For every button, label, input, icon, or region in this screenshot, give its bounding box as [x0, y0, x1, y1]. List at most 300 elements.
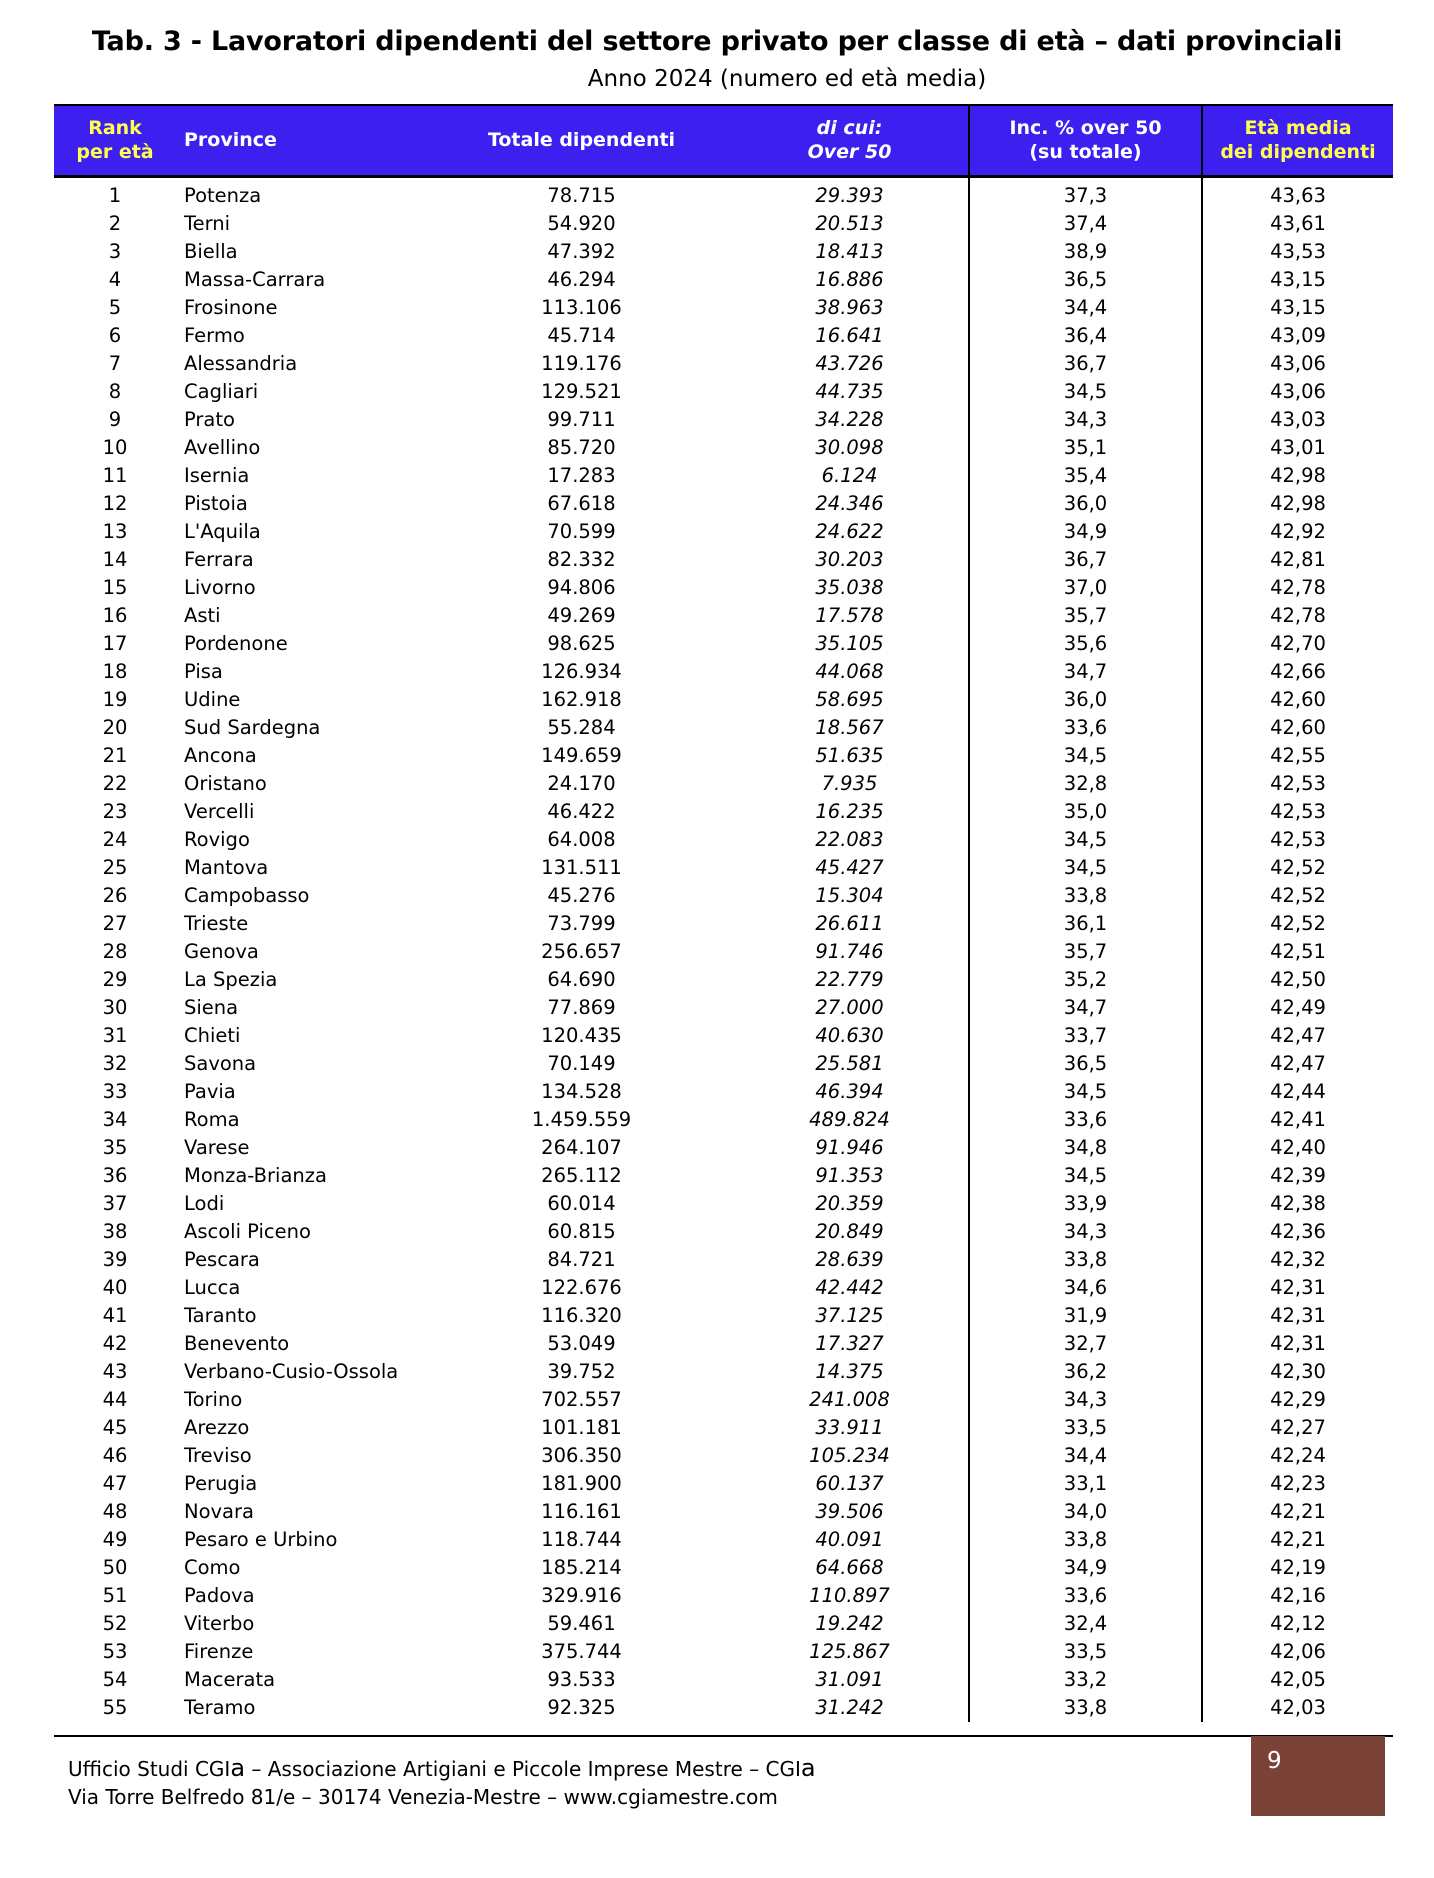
- footer-line-1: [68, 1754, 816, 1783]
- cell-inc-pct: 34,0: [969, 1498, 1202, 1526]
- cell-inc-pct: 34,5: [969, 1162, 1202, 1190]
- cell-eta-media: 42,21: [1202, 1526, 1393, 1554]
- cell-inc-pct: 33,6: [969, 1582, 1202, 1610]
- cell-rank: 3: [108, 239, 122, 263]
- cell-over50: 105.234: [809, 1443, 890, 1467]
- table-row: [54, 630, 1393, 658]
- table-row: [54, 518, 1393, 546]
- cell-totale: 24.170: [547, 771, 616, 795]
- table-row: [54, 1134, 1393, 1162]
- cell-inc-pct: 35,4: [969, 462, 1202, 490]
- cell-inc-pct: 33,8: [969, 882, 1202, 910]
- cell-totale: 149.659: [541, 743, 622, 767]
- cell-over50: 35.038: [815, 575, 884, 599]
- cell-totale: 77.869: [547, 995, 616, 1019]
- cell-rank: 21: [102, 743, 128, 767]
- table-row: [54, 546, 1393, 574]
- table-row: [54, 686, 1393, 714]
- col-header-inc-line2: (su totale): [1029, 141, 1142, 164]
- cell-totale: 94.806: [547, 575, 616, 599]
- table-row: [54, 266, 1393, 294]
- cell-inc-pct: 33,1: [969, 1470, 1202, 1498]
- cell-inc-pct: 34,5: [969, 742, 1202, 770]
- cell-rank: 17: [102, 631, 128, 655]
- cell-eta-media: 42,51: [1202, 938, 1393, 966]
- cell-over50: 91.746: [815, 939, 884, 963]
- cell-rank: 9: [108, 407, 122, 431]
- cell-totale: 70.599: [547, 519, 616, 543]
- cell-rank: 43: [102, 1359, 128, 1383]
- provinces-table: [54, 104, 1393, 1722]
- cell-inc-pct: 35,0: [969, 798, 1202, 826]
- table-row: [54, 826, 1393, 854]
- cell-over50: 58.695: [815, 687, 884, 711]
- cell-totale: 85.720: [547, 435, 616, 459]
- cell-rank: 27: [102, 911, 128, 935]
- cell-over50: 45.427: [815, 855, 884, 879]
- cell-rank: 38: [102, 1219, 128, 1243]
- cell-over50: 64.668: [815, 1555, 884, 1579]
- table-row: [54, 406, 1393, 434]
- cell-inc-pct: 33,8: [969, 1526, 1202, 1554]
- table-row: [54, 1386, 1393, 1414]
- cell-rank: 47: [102, 1471, 128, 1495]
- cell-over50: 42.442: [815, 1275, 884, 1299]
- cell-rank: 39: [102, 1247, 128, 1271]
- cell-rank: 12: [102, 491, 128, 515]
- cell-province: Perugia: [184, 1471, 258, 1495]
- cell-eta-media: 43,61: [1202, 210, 1393, 238]
- cell-province: Pistoia: [184, 491, 248, 515]
- table-row: [54, 1050, 1393, 1078]
- cell-over50: 7.935: [821, 771, 878, 795]
- cell-totale: 64.008: [547, 827, 616, 851]
- cell-totale: 84.721: [547, 1247, 616, 1271]
- cell-eta-media: 42,44: [1202, 1078, 1393, 1106]
- cell-inc-pct: 32,8: [969, 770, 1202, 798]
- cell-over50: 22.083: [815, 827, 884, 851]
- cell-province: Campobasso: [184, 883, 310, 907]
- cell-inc-pct: 34,9: [969, 1554, 1202, 1582]
- cell-totale: 131.511: [541, 855, 622, 879]
- cell-eta-media: 43,06: [1202, 350, 1393, 378]
- cell-inc-pct: 37,4: [969, 210, 1202, 238]
- cell-eta-media: 43,63: [1202, 176, 1393, 210]
- cell-totale: 59.461: [547, 1611, 616, 1635]
- cell-rank: 25: [102, 855, 128, 879]
- cell-province: Cagliari: [184, 379, 259, 403]
- cell-totale: 122.676: [541, 1275, 622, 1299]
- col-header-eta-line1: Età media: [1244, 117, 1352, 140]
- cell-province: L'Aquila: [184, 519, 261, 543]
- cell-eta-media: 42,41: [1202, 1106, 1393, 1134]
- cell-province: Macerata: [184, 1667, 276, 1691]
- cell-rank: 23: [102, 799, 128, 823]
- cell-eta-media: 42,53: [1202, 798, 1393, 826]
- cell-totale: 116.320: [541, 1303, 622, 1327]
- cell-eta-media: 42,38: [1202, 1190, 1393, 1218]
- cell-province: Livorno: [184, 575, 256, 599]
- cell-totale: 116.161: [541, 1499, 622, 1523]
- cell-province: Roma: [184, 1107, 240, 1131]
- cell-rank: 11: [102, 463, 128, 487]
- footer-logo-glyph-2: a: [800, 1754, 816, 1782]
- cell-province: Arezzo: [184, 1415, 250, 1439]
- table-row: [54, 854, 1393, 882]
- cell-rank: 46: [102, 1443, 128, 1467]
- cell-totale: 39.752: [547, 1359, 616, 1383]
- cell-inc-pct: 32,7: [969, 1330, 1202, 1358]
- cell-totale: 101.181: [541, 1415, 622, 1439]
- table-row: [54, 378, 1393, 406]
- cell-over50: 40.630: [815, 1023, 884, 1047]
- cell-over50: 17.578: [815, 603, 884, 627]
- cell-rank: 31: [102, 1023, 128, 1047]
- cell-inc-pct: 34,5: [969, 854, 1202, 882]
- cell-over50: 30.098: [815, 435, 884, 459]
- cell-eta-media: 42,03: [1202, 1694, 1393, 1722]
- table-row: [54, 1274, 1393, 1302]
- cell-totale: 67.618: [547, 491, 616, 515]
- cell-eta-media: 42,70: [1202, 630, 1393, 658]
- cell-province: Avellino: [184, 435, 261, 459]
- cell-eta-media: 42,66: [1202, 658, 1393, 686]
- table-row: [54, 462, 1393, 490]
- table-row: [54, 238, 1393, 266]
- cell-rank: 50: [102, 1555, 128, 1579]
- cell-totale: 46.294: [547, 267, 616, 291]
- cell-inc-pct: 37,3: [969, 176, 1202, 210]
- cell-rank: 1: [108, 183, 122, 207]
- page-number-box: [1251, 1736, 1385, 1816]
- cell-totale: 93.533: [547, 1667, 616, 1691]
- cell-rank: 6: [108, 323, 122, 347]
- table-row: [54, 294, 1393, 322]
- col-header-province: Province: [176, 105, 432, 176]
- table-row: [54, 1022, 1393, 1050]
- cell-eta-media: 42,52: [1202, 910, 1393, 938]
- cell-totale: 129.521: [541, 379, 622, 403]
- cell-over50: 33.911: [815, 1415, 884, 1439]
- cell-eta-media: 42,55: [1202, 742, 1393, 770]
- cell-rank: 22: [102, 771, 128, 795]
- cell-rank: 48: [102, 1499, 128, 1523]
- cell-over50: 34.228: [815, 407, 884, 431]
- cell-eta-media: 42,98: [1202, 490, 1393, 518]
- table-row: [54, 994, 1393, 1022]
- cell-rank: 14: [102, 547, 128, 571]
- cell-totale: 17.283: [547, 463, 616, 487]
- cell-rank: 53: [102, 1639, 128, 1663]
- cell-rank: 10: [102, 435, 128, 459]
- cell-province: Frosinone: [184, 295, 278, 319]
- cell-rank: 15: [102, 575, 128, 599]
- cell-totale: 78.715: [547, 183, 616, 207]
- cell-rank: 42: [102, 1331, 128, 1355]
- table-header-row: [54, 105, 1393, 176]
- cell-eta-media: 42,27: [1202, 1414, 1393, 1442]
- cell-totale: 329.916: [541, 1583, 622, 1607]
- cell-eta-media: 42,23: [1202, 1470, 1393, 1498]
- table-body: [54, 176, 1393, 1722]
- cell-inc-pct: 34,4: [969, 294, 1202, 322]
- cell-eta-media: 42,31: [1202, 1330, 1393, 1358]
- cell-totale: 264.107: [541, 1135, 622, 1159]
- cell-over50: 28.639: [815, 1247, 884, 1271]
- cell-eta-media: 42,52: [1202, 882, 1393, 910]
- cell-over50: 16.886: [815, 267, 884, 291]
- cell-over50: 14.375: [815, 1359, 884, 1383]
- cell-totale: 70.149: [547, 1051, 616, 1075]
- cell-inc-pct: 33,6: [969, 714, 1202, 742]
- cell-province: Massa-Carrara: [184, 267, 326, 291]
- cell-province: Ascoli Piceno: [184, 1219, 311, 1243]
- cell-province: Taranto: [184, 1303, 257, 1327]
- cell-totale: 375.744: [541, 1639, 622, 1663]
- cell-rank: 49: [102, 1527, 128, 1551]
- cell-inc-pct: 34,5: [969, 378, 1202, 406]
- cell-province: Udine: [184, 687, 241, 711]
- table-row: [54, 910, 1393, 938]
- cell-inc-pct: 36,0: [969, 490, 1202, 518]
- table-row: [54, 176, 1393, 210]
- cell-province: Alessandria: [184, 351, 298, 375]
- cell-inc-pct: 31,9: [969, 1302, 1202, 1330]
- cell-totale: 53.049: [547, 1331, 616, 1355]
- cell-eta-media: 42,31: [1202, 1302, 1393, 1330]
- cell-inc-pct: 36,4: [969, 322, 1202, 350]
- cell-totale: 60.014: [547, 1191, 616, 1215]
- cell-eta-media: 43,06: [1202, 378, 1393, 406]
- cell-province: Verbano-Cusio-Ossola: [184, 1359, 399, 1383]
- cell-over50: 110.897: [809, 1583, 890, 1607]
- cell-province: Isernia: [184, 463, 250, 487]
- cell-eta-media: 42,52: [1202, 854, 1393, 882]
- cell-inc-pct: 34,5: [969, 1078, 1202, 1106]
- footer-org-prefix: Ufficio Studi CGI: [68, 1757, 231, 1781]
- cell-over50: 16.235: [815, 799, 884, 823]
- cell-eta-media: 42,39: [1202, 1162, 1393, 1190]
- cell-inc-pct: 33,8: [969, 1694, 1202, 1722]
- cell-over50: 20.513: [815, 211, 884, 235]
- cell-rank: 44: [102, 1387, 128, 1411]
- cell-province: Monza-Brianza: [184, 1163, 327, 1187]
- cell-inc-pct: 35,1: [969, 434, 1202, 462]
- cell-eta-media: 42,47: [1202, 1050, 1393, 1078]
- footer-text: [68, 1754, 816, 1811]
- table-row: [54, 602, 1393, 630]
- cell-totale: 185.214: [541, 1555, 622, 1579]
- cell-totale: 47.392: [547, 239, 616, 263]
- cell-over50: 19.242: [815, 1611, 884, 1635]
- cell-rank: 5: [108, 295, 122, 319]
- cell-rank: 18: [102, 659, 128, 683]
- table-row: [54, 322, 1393, 350]
- cell-eta-media: 42,92: [1202, 518, 1393, 546]
- table-row: [54, 1638, 1393, 1666]
- cell-totale: 118.744: [541, 1527, 622, 1551]
- footer-logo-glyph-1: a: [230, 1754, 246, 1782]
- cell-over50: 15.304: [815, 883, 884, 907]
- table-row: [54, 1498, 1393, 1526]
- cell-over50: 20.849: [815, 1219, 884, 1243]
- cell-over50: 26.611: [815, 911, 884, 935]
- cell-eta-media: 42,81: [1202, 546, 1393, 574]
- cell-totale: 1.459.559: [531, 1107, 632, 1131]
- cell-province: Lucca: [184, 1275, 241, 1299]
- table-row: [54, 882, 1393, 910]
- table-row: [54, 1610, 1393, 1638]
- table-row: [54, 1666, 1393, 1694]
- cell-totale: 181.900: [541, 1471, 622, 1495]
- col-header-over50: [731, 105, 969, 176]
- cell-eta-media: 42,16: [1202, 1582, 1393, 1610]
- cell-inc-pct: 34,9: [969, 518, 1202, 546]
- cell-eta-media: 42,78: [1202, 574, 1393, 602]
- cell-rank: 55: [102, 1695, 128, 1719]
- footer-divider: [54, 1735, 1393, 1737]
- cell-over50: 40.091: [815, 1527, 884, 1551]
- cell-totale: 256.657: [541, 939, 622, 963]
- cell-over50: 22.779: [815, 967, 884, 991]
- cell-province: Pesaro e Urbino: [184, 1527, 338, 1551]
- cell-totale: 265.112: [541, 1163, 622, 1187]
- cell-rank: 19: [102, 687, 128, 711]
- table-row: [54, 1694, 1393, 1722]
- cell-rank: 36: [102, 1163, 128, 1187]
- table-row: [54, 1554, 1393, 1582]
- cell-totale: 98.625: [547, 631, 616, 655]
- cell-totale: 119.176: [541, 351, 622, 375]
- cell-rank: 20: [102, 715, 128, 739]
- cell-eta-media: 43,03: [1202, 406, 1393, 434]
- col-header-eta: [1202, 105, 1393, 176]
- col-header-inc: [969, 105, 1202, 176]
- cell-over50: 43.726: [815, 351, 884, 375]
- cell-over50: 60.137: [815, 1471, 884, 1495]
- cell-inc-pct: 33,8: [969, 1246, 1202, 1274]
- cell-rank: 16: [102, 603, 128, 627]
- cell-province: Pisa: [184, 659, 223, 683]
- cell-rank: 13: [102, 519, 128, 543]
- cell-over50: 31.091: [815, 1667, 884, 1691]
- cell-rank: 26: [102, 883, 128, 907]
- cell-rank: 35: [102, 1135, 128, 1159]
- cell-province: Siena: [184, 995, 239, 1019]
- cell-province: Varese: [184, 1135, 250, 1159]
- cell-over50: 489.824: [809, 1107, 890, 1131]
- cell-province: Mantova: [184, 855, 269, 879]
- cell-eta-media: 43,53: [1202, 238, 1393, 266]
- table-row: [54, 770, 1393, 798]
- cell-province: Lodi: [184, 1191, 225, 1215]
- cell-over50: 6.124: [821, 463, 878, 487]
- cell-over50: 241.008: [809, 1387, 890, 1411]
- cell-eta-media: 42,53: [1202, 770, 1393, 798]
- cell-province: Potenza: [184, 183, 262, 207]
- cell-over50: 37.125: [815, 1303, 884, 1327]
- cell-inc-pct: 34,7: [969, 658, 1202, 686]
- cell-totale: 46.422: [547, 799, 616, 823]
- cell-eta-media: 43,01: [1202, 434, 1393, 462]
- cell-province: Oristano: [184, 771, 267, 795]
- cell-rank: 54: [102, 1667, 128, 1691]
- cell-eta-media: 42,31: [1202, 1274, 1393, 1302]
- cell-over50: 39.506: [815, 1499, 884, 1523]
- cell-totale: 54.920: [547, 211, 616, 235]
- cell-eta-media: 42,21: [1202, 1498, 1393, 1526]
- table-row: [54, 1218, 1393, 1246]
- table-title: Tab. 3 - Lavoratori dipendenti del settore privato per classe di età – dati provinciali: [91, 26, 1343, 57]
- cell-totale: 92.325: [547, 1695, 616, 1719]
- cell-eta-media: 43,09: [1202, 322, 1393, 350]
- cell-rank: 28: [102, 939, 128, 963]
- cell-inc-pct: 33,5: [969, 1414, 1202, 1442]
- col-header-rank: [54, 105, 176, 176]
- cell-inc-pct: 37,0: [969, 574, 1202, 602]
- cell-inc-pct: 33,5: [969, 1638, 1202, 1666]
- table-row: [54, 714, 1393, 742]
- cell-inc-pct: 36,7: [969, 350, 1202, 378]
- cell-province: Rovigo: [184, 827, 250, 851]
- cell-eta-media: 42,32: [1202, 1246, 1393, 1274]
- cell-over50: 46.394: [815, 1079, 884, 1103]
- cell-eta-media: 42,50: [1202, 966, 1393, 994]
- cell-over50: 31.242: [815, 1695, 884, 1719]
- cell-province: Prato: [184, 407, 235, 431]
- cell-over50: 38.963: [815, 295, 884, 319]
- cell-totale: 113.106: [541, 295, 622, 319]
- cell-eta-media: 42,06: [1202, 1638, 1393, 1666]
- cell-over50: 16.641: [815, 323, 884, 347]
- cell-province: Pordenone: [184, 631, 288, 655]
- cell-totale: 82.332: [547, 547, 616, 571]
- cell-inc-pct: 34,8: [969, 1134, 1202, 1162]
- cell-over50: 18.413: [815, 239, 884, 263]
- cell-eta-media: 42,53: [1202, 826, 1393, 854]
- table-row: [54, 1190, 1393, 1218]
- col-header-rank-line1: Rank: [88, 117, 142, 140]
- cell-over50: 20.359: [815, 1191, 884, 1215]
- cell-province: Savona: [184, 1051, 257, 1075]
- table-row: [54, 1526, 1393, 1554]
- cell-rank: 34: [102, 1107, 128, 1131]
- cell-totale: 99.711: [547, 407, 616, 431]
- cell-inc-pct: 38,9: [969, 238, 1202, 266]
- cell-eta-media: 42,36: [1202, 1218, 1393, 1246]
- cell-province: Sud Sardegna: [184, 715, 321, 739]
- cell-totale: 60.815: [547, 1219, 616, 1243]
- col-header-rank-line2: per età: [76, 141, 154, 164]
- cell-rank: 51: [102, 1583, 128, 1607]
- cell-rank: 33: [102, 1079, 128, 1103]
- col-header-totale: Totale dipendenti: [432, 105, 731, 176]
- table-row: [54, 1414, 1393, 1442]
- cell-inc-pct: 35,6: [969, 630, 1202, 658]
- cell-totale: 306.350: [541, 1443, 622, 1467]
- cell-totale: 55.284: [547, 715, 616, 739]
- cell-rank: 41: [102, 1303, 128, 1327]
- cell-eta-media: 42,24: [1202, 1442, 1393, 1470]
- cell-province: Treviso: [184, 1443, 252, 1467]
- cell-totale: 49.269: [547, 603, 616, 627]
- cell-eta-media: 43,15: [1202, 294, 1393, 322]
- table-row: [54, 1302, 1393, 1330]
- cell-eta-media: 42,60: [1202, 686, 1393, 714]
- cell-rank: 7: [108, 351, 122, 375]
- cell-province: Firenze: [184, 1639, 254, 1663]
- cell-totale: 134.528: [541, 1079, 622, 1103]
